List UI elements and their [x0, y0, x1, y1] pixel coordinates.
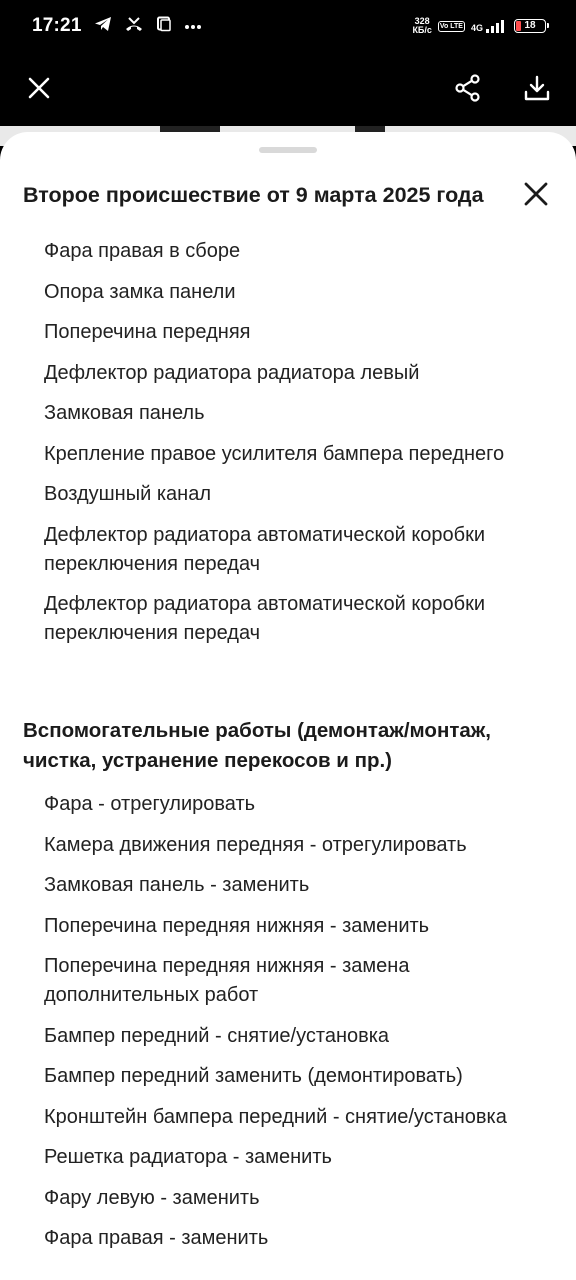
close-icon [523, 181, 549, 212]
list-item: Опора замка панели [44, 280, 236, 303]
close-icon [27, 76, 51, 105]
signal-icon [471, 20, 504, 33]
list-item: Дефлектор радиатора автоматической коробки переключения передач [44, 523, 486, 575]
close-sheet-button[interactable] [518, 180, 554, 212]
share-icon [454, 74, 482, 107]
download-icon [523, 74, 551, 107]
list-item: Бампер передний - снятие/установка [44, 1024, 390, 1047]
net-speed-unit: КБ/с [412, 25, 432, 35]
drag-handle[interactable] [259, 147, 317, 153]
viewer-header [0, 52, 576, 126]
list-item: Решетка радиатора - заменить [44, 1146, 332, 1168]
status-bar [0, 0, 576, 52]
more-notifications-icon [184, 17, 202, 35]
list-item: Фара правая в сборе [44, 240, 241, 262]
list-item: Замковая панель - заменить [44, 874, 310, 896]
list-item: Дефлектор радиатора радиатора левый [44, 361, 420, 384]
list-item: Фару левую - заменить [44, 1186, 260, 1209]
list-item: Поперечина передняя нижняя - заменить [44, 914, 430, 937]
status-time: 17:21 [32, 15, 82, 36]
list-item: Воздушный канал [44, 483, 211, 505]
net-speed-value: 328 [414, 16, 430, 26]
share-button[interactable] [448, 70, 488, 110]
network-type: 4G [470, 22, 483, 33]
list-item: Фара - отрегулировать [44, 793, 256, 815]
missed-call-icon [124, 16, 144, 37]
list-item: Кронштейн бампера передний - снятие/установка [44, 1105, 507, 1128]
sheet-title: Второе происшествие от 9 марта 2025 года [23, 183, 484, 207]
list-item: Дефлектор радиатора автоматической коробки переключения передач [44, 593, 486, 644]
damaged-parts-list [44, 237, 554, 660]
battery-icon [514, 19, 546, 33]
section-title: Вспомогательные работы (демонтаж/монтаж, чистка, устранение перекосов и пр.) [23, 719, 491, 772]
repair-works-list [44, 790, 554, 1265]
battery-level: 18 [524, 20, 536, 31]
list-item: Замковая панель [44, 402, 205, 424]
status-indicators [412, 17, 546, 35]
close-viewer-button[interactable] [19, 70, 59, 110]
volte-badge: Vo LTE [439, 22, 463, 30]
list-item: Камера движения передняя - отрегулировать [44, 833, 467, 856]
screen-icon [156, 16, 172, 37]
telegram-icon [94, 16, 112, 37]
list-item: Крепление правое усилителя бампера переднего [44, 442, 505, 465]
list-item: Бампер передний заменить (демонтировать) [44, 1065, 463, 1087]
list-item: Поперечина передняя [44, 321, 251, 343]
download-button[interactable] [517, 70, 557, 110]
list-item: Поперечина передняя нижняя - замена дополнительных работ [44, 955, 410, 1006]
list-item: Фара правая - заменить [44, 1227, 269, 1249]
net-speed [412, 17, 431, 35]
notification-icons [94, 16, 202, 37]
bottom-sheet [0, 132, 576, 1280]
